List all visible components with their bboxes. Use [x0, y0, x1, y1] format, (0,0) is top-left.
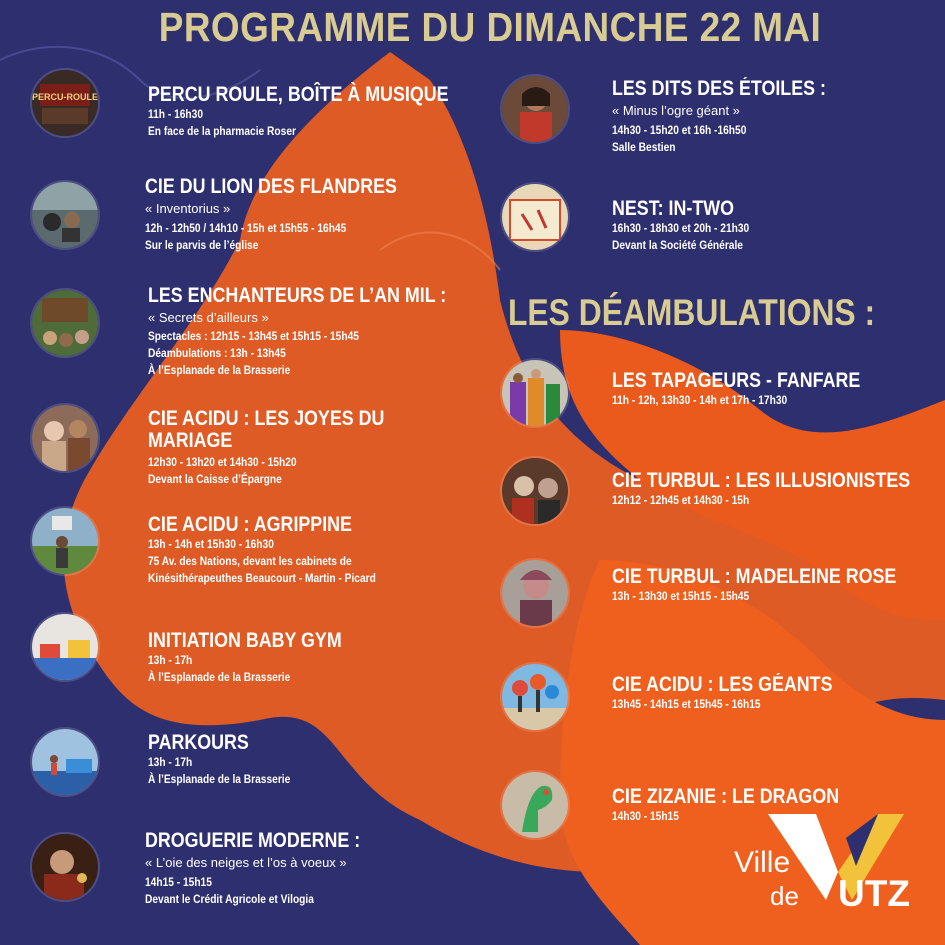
logo-utz-text: UTZ [838, 873, 910, 914]
event-photo [500, 182, 570, 252]
event-time: Déambulations : 13h - 13h45 [148, 346, 286, 360]
event-subtitle: « Inventorius » [145, 201, 231, 216]
ville-de-yutz-logo [728, 808, 928, 920]
event-time: 11h - 16h30 [148, 107, 204, 121]
event-photo [30, 180, 100, 250]
event-droguerie-moderne [145, 830, 398, 908]
event-turbul-madeleine-rose [612, 566, 945, 605]
event-photo [500, 74, 570, 144]
event-photo [500, 558, 570, 628]
event-subtitle: « Minus l’ogre géant » [612, 103, 740, 118]
event-photo [500, 456, 570, 526]
event-title: CIE TURBUL : MADELEINE ROSE [612, 565, 897, 588]
event-agrippine [148, 514, 416, 587]
event-title: LES TAPAGEURS - FANFARE [612, 369, 861, 392]
event-photo [30, 832, 100, 902]
event-time: 14h15 - 15h15 [145, 875, 212, 889]
event-location: Salle Bestien [612, 140, 676, 154]
event-title: PARKOURS [148, 731, 249, 754]
event-photo [500, 662, 570, 732]
event-time: 12h30 - 13h20 et 14h30 - 15h20 [148, 455, 297, 469]
event-time: 16h30 - 18h30 et 20h - 21h30 [612, 221, 750, 235]
event-title: CIE ACIDU : AGRIPPINE [148, 513, 352, 536]
event-title: CIE ACIDU : LES GÉANTS [612, 673, 833, 696]
event-time: 12h - 12h50 / 14h10 - 15h et 15h55 - 16h45 [145, 221, 347, 235]
event-acidu-geants [612, 674, 871, 713]
event-time: 14h30 - 15h20 et 16h -16h50 [612, 123, 747, 137]
event-dits-des-etoiles [612, 78, 864, 156]
event-photo [30, 288, 100, 358]
event-title: LES ENCHANTEURS DE L’AN MIL : [148, 284, 447, 307]
event-title: INITIATION BABY GYM [148, 629, 342, 652]
event-time: 12h12 - 12h45 et 14h30 - 15h [612, 493, 750, 507]
event-photo [30, 727, 100, 797]
section-title-deambulations: LES DÉAMBULATIONS : [508, 292, 876, 333]
event-enchanteurs [148, 285, 499, 379]
event-tapageurs [612, 370, 904, 409]
event-title: CIE ACIDU : LES JOYES DU [148, 407, 385, 430]
event-photo [500, 358, 570, 428]
event-subtitle: « Secrets d’ailleurs » [148, 310, 269, 325]
event-time: 13h - 17h [148, 755, 193, 769]
event-photo [30, 403, 100, 473]
event-title: CIE TURBUL : LES ILLUSIONISTES [612, 469, 911, 492]
event-title: LES DITS DES ÉTOILES : [612, 77, 826, 100]
event-location: Devant la Société Générale [612, 238, 743, 252]
event-time: 13h45 - 14h15 et 15h45 - 16h15 [612, 697, 761, 711]
event-time: 13h - 13h30 et 15h15 - 15h45 [612, 589, 750, 603]
event-title: DROGUERIE MODERNE : [145, 829, 361, 852]
event-location: À l’Esplanade de la Brasserie [148, 670, 291, 684]
event-location: À l’Esplanade de la Brasserie [148, 363, 291, 377]
event-title: PERCU ROULE, BOÎTE À MUSIQUE [148, 83, 449, 106]
event-location: 75 Av. des Nations, devant les cabinets de [148, 554, 352, 568]
svg-text:PERCU-ROULE: PERCU-ROULE [32, 92, 98, 102]
event-photo [500, 770, 570, 840]
event-location: Kinésithérapeuthes Beaucourt - Martin - Picard [148, 571, 376, 585]
event-lion-des-flandres [145, 176, 441, 254]
event-subtitle: « L’oie des neiges et l’os à voeux » [145, 855, 347, 870]
event-location: En face de la pharmacie Roser [148, 124, 296, 138]
event-joyes-du-mariage [148, 408, 426, 488]
logo-ville-text: Ville [734, 846, 791, 879]
event-photo [30, 506, 100, 576]
event-nest-in-two [612, 198, 773, 254]
event-time: 11h - 12h, 13h30 - 14h et 17h - 17h30 [612, 393, 788, 407]
event-location: Sur le parvis de l’église [145, 238, 259, 252]
page-title: PROGRAMME DU DIMANCHE 22 MAI [158, 4, 822, 50]
event-location: Devant la Caisse d’Épargne [148, 472, 282, 486]
event-title: NEST: IN-TWO [612, 197, 734, 220]
event-location: Devant le Crédit Agricole et Vilogia [145, 892, 314, 906]
event-time: Spectacles : 12h15 - 13h45 et 15h15 - 15h45 [148, 329, 359, 343]
event-photo [30, 68, 100, 138]
event-parkours [148, 732, 315, 788]
event-time: 13h - 14h et 15h30 - 16h30 [148, 537, 274, 551]
event-baby-gym [148, 630, 376, 686]
event-percu-roule [148, 84, 502, 140]
event-title: CIE DU LION DES FLANDRES [145, 175, 397, 198]
event-time: 13h - 17h [148, 653, 193, 667]
event-title: CIE ZIZANIE : LE DRAGON [612, 785, 840, 808]
logo-de-text: de [770, 881, 799, 911]
event-time: 14h30 - 15h15 [612, 809, 679, 823]
event-turbul-illusionistes [612, 470, 945, 509]
event-title-continued: MARIAGE [148, 429, 233, 452]
event-location: À l’Esplanade de la Brasserie [148, 772, 291, 786]
event-photo [30, 612, 100, 682]
